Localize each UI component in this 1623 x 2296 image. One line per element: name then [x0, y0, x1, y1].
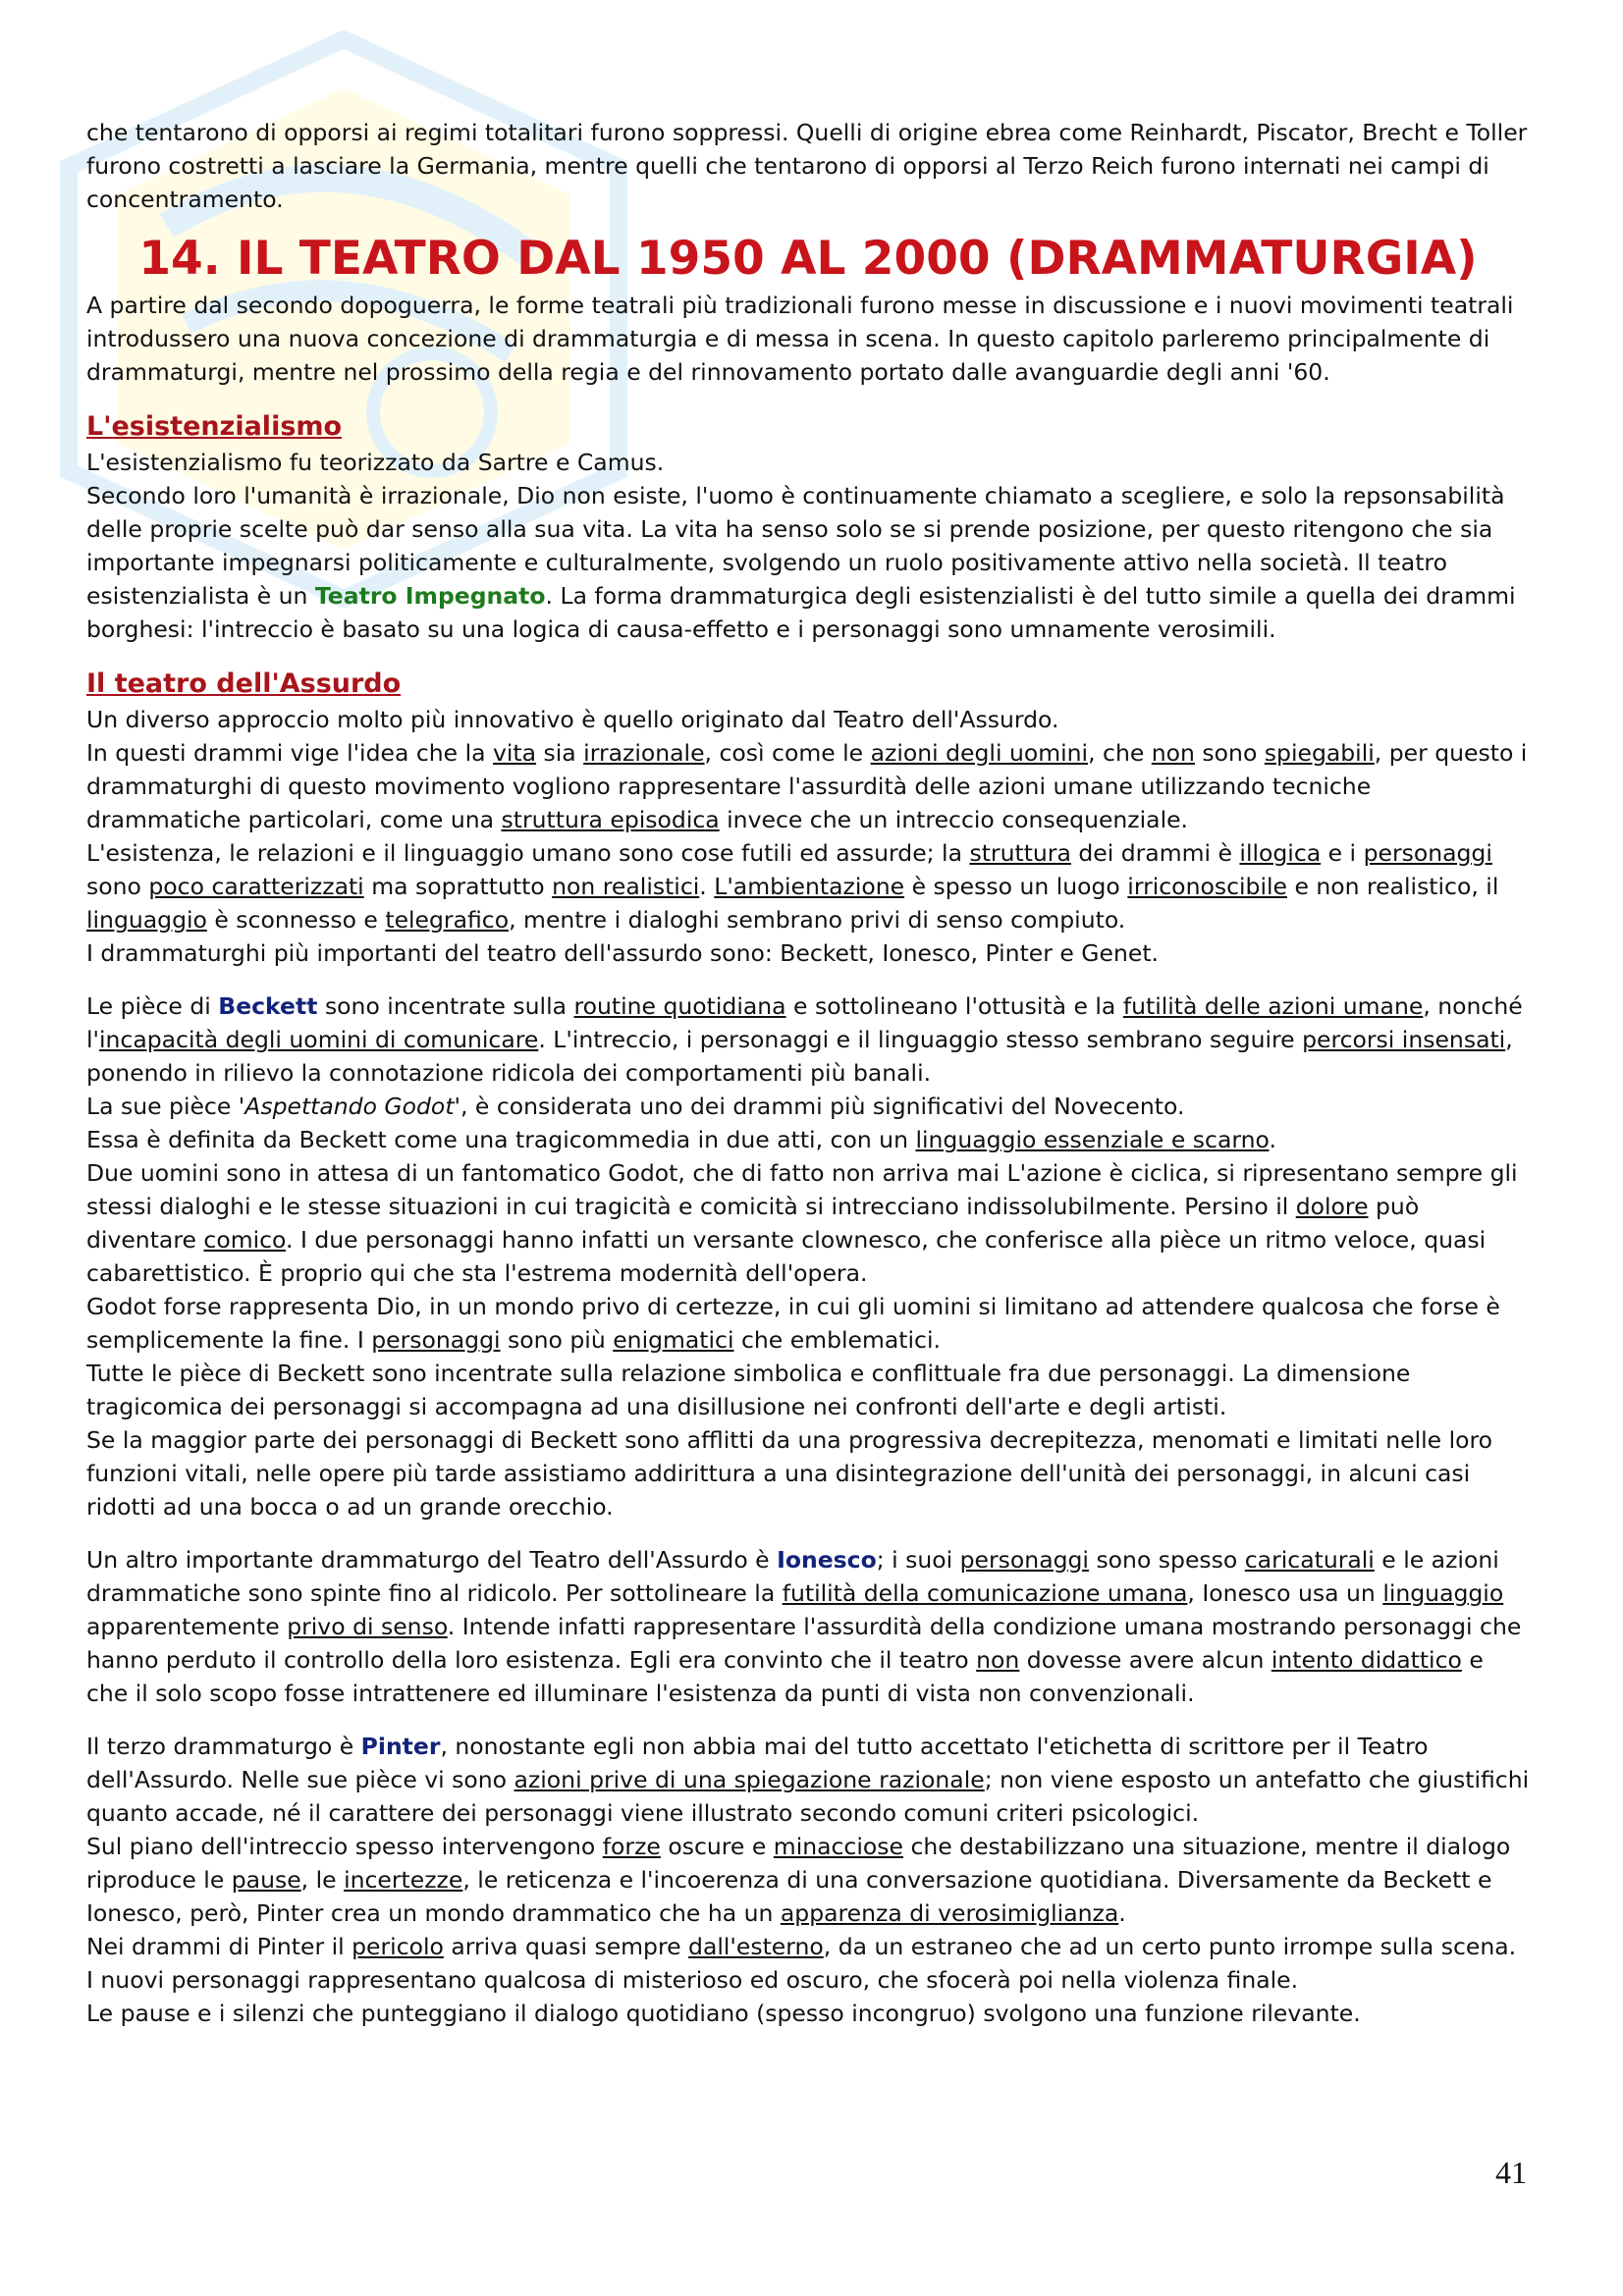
paragraph: La sue pièce 'Aspettando Godot', è considerata uno dei drammi più significativi del Novecento. [86, 1093, 1185, 1120]
paragraph: In questi drammi vige l'idea che la vita sia irrazionale, così come le azioni degli uomini, che non sono spiegabili, per questo i drammaturghi di questo movimento vogliono rappresentare l'assurdità delle azioni umane utilizzando tecniche drammatiche particolari, come una struttura episodica invece che un intreccio consequenziale. [86, 739, 1528, 833]
paragraph: Sul piano dell'intreccio spesso intervengono forze oscure e minacciose che destabilizzano una situazione, mentre il dialogo riproduce le pause, le incertezze, le reticenza e l'incoerenza di una conversazione quotidiana. Diversamente da Beckett e Ionesco, però, Pinter crea un mondo drammatico che ha un apparenza di verosimiglianza. [86, 1833, 1511, 1927]
page-number: 41 [1495, 2155, 1527, 2190]
paragraph: Secondo loro l'umanità è irrazionale, Dio non esiste, l'uomo è continuamente chiamato a scegliere, e solo la repsonsabilità delle proprie scelte può dar senso alla sua vita. La vita ha senso solo se si prende posizione, per questo ritengono che sia importante impegnarsi politicamente e culturalmente, svolgendo un ruolo positivamente attivo nella società. Il teatro esistenzialista è un Teatro Impegnato. La forma drammaturgica degli esistenzialisti è del tutto simile a quella dei drammi borghesi: l'intreccio è basato su una logica di causa-effetto e i personaggi sono umnamente verosimili. [86, 482, 1516, 643]
paragraph: Godot forse rappresenta Dio, in un mondo privo di certezze, in cui gli uomini si limitano ad attendere qualcosa che forse è semplicemente la fine. I personaggi sono più enigmatici che emblematici. [86, 1293, 1500, 1354]
intro-paragraph: che tentarono di opporsi ai regimi totalitari furono soppressi. Quelli di origine ebrea come Reinhardt, Piscator, Brecht e Toller furono costretti a lasciare la Germania, mentre quelli che tentarono di opporsi al Terzo Reich furono internati nei campi di concentramento. [86, 119, 1528, 213]
paragraph: Le pause e i silenzi che punteggiano il dialogo quotidiano (spesso incongruo) svolgono una funzione rilevante. [86, 2000, 1361, 2027]
chapter-intro: A partire dal secondo dopoguerra, le forme teatrali più tradizionali furono messe in discussione e i nuovi movimenti teatrali introdussero una nuova concezione di drammaturgia e di messa in scena. In questo capitolo parleremo principalmente di drammaturgi, mentre nel prossimo della regia e del rinnovamento portato dalle avanguardie degli anni '60. [86, 292, 1514, 386]
paragraph: Se la maggior parte dei personaggi di Beckett sono afflitti da una progressiva decrepitezza, menomati e limitati nelle loro funzioni vitali, nelle opere più tarde assistiamo addirittura a una disintegrazione dell'unità dei personaggi, in alcuni casi ridotti ad una bocca o ad un grande orecchio. [86, 1426, 1493, 1521]
document-page [86, 116, 1530, 2030]
paragraph-beckett: Le pièce di Beckett sono incentrate sulla routine quotidiana e sottolineano l'ottusità e la futilità delle azioni umane, nonché l'incapacità degli uomini di comunicare. L'intreccio, i personaggi e il linguaggio stesso sembrano seguire percorsi insensati, ponendo in rilievo la connotazione ridicola dei comportamenti più banali. [86, 992, 1523, 1087]
paragraph: L'esistenza, le relazioni e il linguaggio umano sono cose futili ed assurde; la struttura dei drammi è illogica e i personaggi sono poco caratterizzati ma soprattutto non realistici. L'ambientazione è spesso un luogo irriconoscibile e non realistico, il linguaggio è sconnesso e telegrafico, mentre i dialoghi sembrano privi di senso compiuto. [86, 839, 1499, 934]
highlight-teatro-impegnato: Teatro Impegnato [314, 582, 546, 610]
paragraph: Due uomini sono in attesa di un fantomatico Godot, che di fatto non arriva mai L'azione è ciclica, si ripresentano sempre gli stessi dialoghi e le stesse situazioni in cui tragicità e comicità si intrecciano indissolubilmente. Persino il dolore può diventare comico. I due personaggi hanno infatti un versante clownesco, che conferisce alla pièce un ritmo veloce, quasi cabarettistico. È proprio qui che sta l'estrema modernità dell'opera. [86, 1159, 1518, 1287]
paragraph: Tutte le pièce di Beckett sono incentrate sulla relazione simbolica e conflittuale fra due personaggi. La dimensione tragicomica dei personaggi si accompagna ad una disillusione nei confronti dell'arte e degli artisti. [86, 1360, 1411, 1420]
section-heading-assurdo: Il teatro dell'Assurdo [86, 668, 402, 699]
paragraph-ionesco: Un altro importante drammaturgo del Teatro dell'Assurdo è Ionesco; i suoi personaggi sono spesso caricaturali e le azioni drammatiche sono spinte fino al ridicolo. Per sottolineare la futilità della comunicazione umana, Ionesco usa un linguaggio apparentemente privo di senso. Intende infatti rappresentare l'assurdità della condizione umana mostrando personaggi che hanno perduto il controllo della loro esistenza. Egli era convinto che il teatro non dovesse avere alcun intento didattico e che il solo scopo fosse intrattenere ed illuminare l'esistenza da punti di vista non convenzionali. [86, 1546, 1522, 1707]
author-ionesco: Ionesco [777, 1546, 877, 1574]
paragraph: Un diverso approccio molto più innovativo è quello originato dal Teatro dell'Assurdo. [86, 706, 1059, 733]
section-heading-esistenzialismo: L'esistenzialismo [86, 411, 343, 442]
paragraph: L'esistenzialismo fu teorizzato da Sartre e Camus. [86, 449, 665, 476]
paragraph-pinter: Il terzo drammaturgo è Pinter, nonostante egli non abbia mai del tutto accettato l'etichetta di scrittore per il Teatro dell'Assurdo. Nelle sue pièce vi sono azioni prive di una spiegazione razionale; non viene esposto un antefatto che giustifichi quanto accade, né il carattere dei personaggi viene illustrato secondo comuni criteri psicologici. [86, 1733, 1530, 1827]
paragraph: Essa è definita da Beckett come una tragicommedia in due atti, con un linguaggio essenziale e scarno. [86, 1126, 1276, 1153]
paragraph: I drammaturghi più importanti del teatro dell'assurdo sono: Beckett, Ionesco, Pinter e Genet. [86, 939, 1160, 967]
chapter-title: 14. IL TEATRO DAL 1950 AL 2000 (DRAMMATURGIA) [138, 232, 1478, 286]
author-beckett: Beckett [218, 992, 318, 1020]
paragraph: Nei drammi di Pinter il pericolo arriva quasi sempre dall'esterno, da un estraneo che ad un certo punto irrompe sulla scena. I nuovi personaggi rappresentano qualcosa di misterioso ed oscuro, che sfocerà poi nella violenza finale. [86, 1933, 1517, 1994]
author-pinter: Pinter [360, 1733, 441, 1760]
